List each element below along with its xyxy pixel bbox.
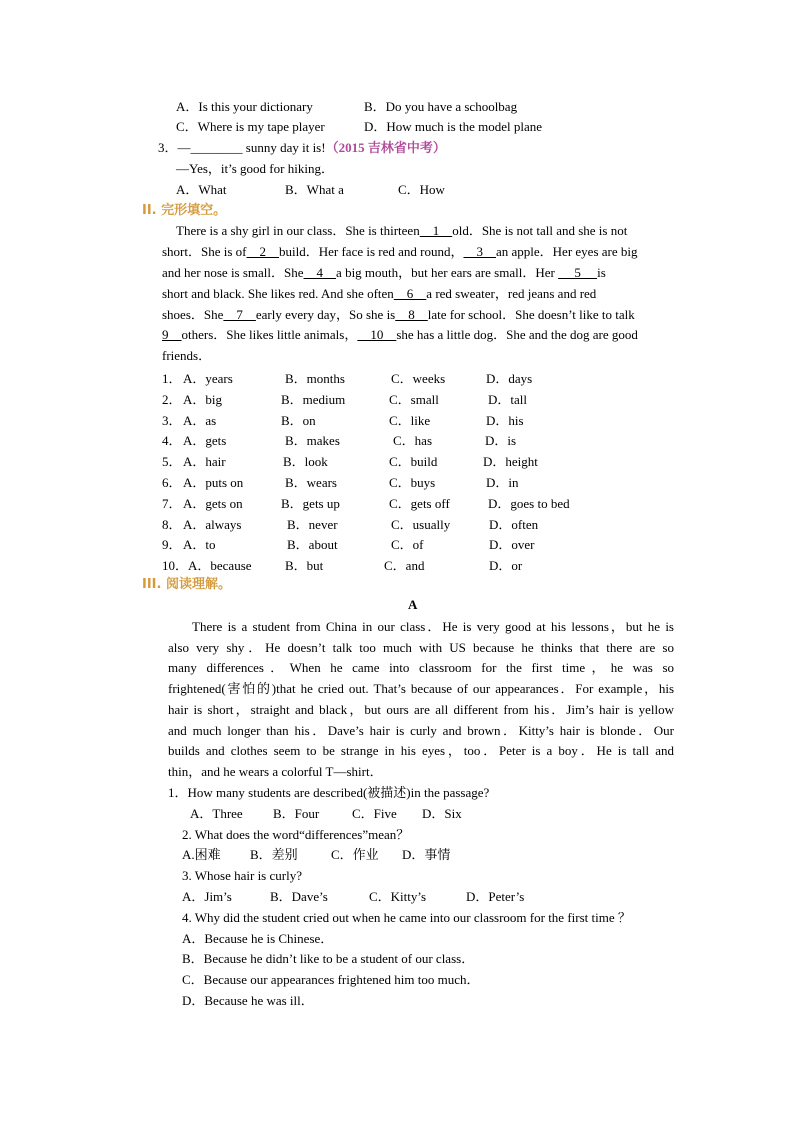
cloze-opt-c: C．small bbox=[389, 392, 439, 407]
passage-a-heading: A bbox=[408, 597, 418, 612]
passage-line: thin，and he wears a colorful T—shirt． bbox=[168, 764, 383, 779]
cloze-opt-d: D．in bbox=[486, 475, 519, 490]
cloze-opt-a: A．years bbox=[183, 371, 233, 386]
cloze-opt-a: A．hair bbox=[183, 454, 226, 469]
cloze-opt-b: B．medium bbox=[281, 392, 346, 407]
cloze-blank-8: 8 bbox=[395, 307, 428, 322]
cloze-text: and her nose is small．She bbox=[162, 265, 304, 280]
cloze-opt-number: 8． bbox=[162, 517, 182, 532]
cloze-opt-a: A．as bbox=[183, 413, 217, 428]
q2-option-b: B．Do you have a schoolbag bbox=[364, 99, 518, 114]
cloze-opt-b: B．about bbox=[287, 537, 338, 552]
cloze-blank-1: 1 bbox=[419, 223, 453, 238]
cloze-opt-number: 1． bbox=[162, 371, 182, 386]
cloze-opt-d: D．often bbox=[489, 517, 539, 532]
cloze-blank-9: 9 bbox=[162, 327, 182, 342]
reading-q3-c: C．Kitty’s bbox=[369, 889, 427, 904]
cloze-opt-b: B．on bbox=[281, 413, 316, 428]
cloze-opt-d: D．over bbox=[489, 537, 535, 552]
cloze-blank-6: 6 bbox=[393, 286, 427, 301]
reading-q4-a: A．Because he is Chinese． bbox=[182, 931, 334, 946]
cloze-text: an apple．Her eyes are big bbox=[496, 244, 638, 259]
cloze-opt-d: D．goes to bed bbox=[488, 496, 570, 511]
reading-q4-c: C．Because our appearances frightened him too much． bbox=[182, 972, 480, 987]
cloze-opt-c: C．build bbox=[389, 454, 438, 469]
reading-q3-b: B．Dave’s bbox=[270, 889, 328, 904]
reading-q2-b: B．差别 bbox=[250, 847, 298, 862]
cloze-opt-a: A．big bbox=[183, 392, 223, 407]
cloze-text: is bbox=[597, 265, 606, 280]
q3-option-a: A．What bbox=[176, 182, 227, 197]
q2-option-c: C．Where is my tape player bbox=[176, 119, 325, 134]
reading-q4-d: D．Because he was ill． bbox=[182, 993, 314, 1008]
section-2-title: II. 完形填空。 bbox=[142, 203, 227, 218]
cloze-opt-d: D．or bbox=[489, 558, 523, 573]
cloze-opt-c: C．and bbox=[384, 558, 425, 573]
cloze-text: build．Her face is red and round， bbox=[279, 244, 464, 259]
cloze-text: shoes．She bbox=[162, 307, 224, 322]
cloze-text: late for school．She doesn’t like to talk bbox=[427, 307, 635, 322]
reading-q1: 1．How many students are described(被描述)in the passage? bbox=[168, 785, 490, 800]
cloze-opt-a: A．gets bbox=[183, 433, 227, 448]
cloze-text: There is a shy girl in our class．She is thirteen bbox=[176, 223, 420, 238]
q3-number: 3．— bbox=[158, 140, 191, 155]
cloze-opt-number: 10． bbox=[162, 558, 189, 573]
reading-q2-d: D．事情 bbox=[402, 847, 451, 862]
cloze-opt-a: A．puts on bbox=[183, 475, 244, 490]
cloze-blank-2: 2 bbox=[246, 244, 280, 259]
passage-line: frightened(害怕的)that he cried out. That’s because of our appearances．For example，his bbox=[168, 681, 674, 696]
passage-line: and much longer than his．Dave’s hair is curly and brown．Kitty’s hair is blonde．Our bbox=[168, 723, 674, 738]
cloze-opt-a: A．to bbox=[183, 537, 216, 552]
cloze-opt-number: 3． bbox=[162, 413, 182, 428]
cloze-text: a big mouth，but her ears are small．Her bbox=[336, 265, 555, 280]
cloze-opt-b: B．never bbox=[287, 517, 338, 532]
cloze-opt-b: B．wears bbox=[285, 475, 337, 490]
cloze-line-4 bbox=[162, 285, 596, 303]
q2-option-d: D．How much is the model plane bbox=[364, 119, 542, 134]
cloze-opt-b: B．look bbox=[283, 454, 328, 469]
reading-q4-b: B．Because he didn’t like to be a student of our class． bbox=[182, 951, 475, 966]
q3-option-c: C．How bbox=[398, 182, 445, 197]
cloze-opt-c: C．gets off bbox=[389, 496, 450, 511]
cloze-opt-c: C．buys bbox=[389, 475, 436, 490]
passage-line: many differences．When he came into classroom for the first time，he was so bbox=[168, 660, 674, 675]
question-3 bbox=[158, 139, 446, 157]
reading-q3-a: A．Jim’s bbox=[182, 889, 232, 904]
cloze-text: early every day，So she is bbox=[255, 307, 396, 322]
cloze-text: others．She likes little animals， bbox=[181, 327, 358, 342]
cloze-opt-c: C．like bbox=[389, 413, 431, 428]
cloze-blank-10: 10 bbox=[357, 327, 397, 342]
cloze-line-1 bbox=[176, 222, 674, 240]
cloze-line-3 bbox=[162, 264, 606, 282]
q3-stem: sunny day it is! bbox=[242, 140, 326, 155]
cloze-text: a red sweater，red jeans and red bbox=[426, 286, 597, 301]
q3-blank: ________ bbox=[190, 140, 243, 155]
cloze-opt-c: C．weeks bbox=[391, 371, 446, 386]
cloze-opt-a: A．gets on bbox=[183, 496, 243, 511]
reading-q3: 3. Whose hair is curly? bbox=[182, 868, 302, 883]
reading-q3-d: D．Peter’s bbox=[466, 889, 525, 904]
cloze-line-2 bbox=[162, 243, 638, 261]
cloze-opt-d: D．height bbox=[483, 454, 538, 469]
cloze-opt-d: D．tall bbox=[488, 392, 527, 407]
cloze-opt-c: C．usually bbox=[391, 517, 451, 532]
cloze-opt-a: A．always bbox=[183, 517, 242, 532]
cloze-opt-d: D．his bbox=[486, 413, 524, 428]
cloze-blank-7: 7 bbox=[223, 307, 256, 322]
cloze-line-7: friends． bbox=[162, 348, 212, 363]
cloze-opt-c: C．of bbox=[391, 537, 424, 552]
cloze-opt-number: 6． bbox=[162, 475, 182, 490]
cloze-opt-number: 5． bbox=[162, 454, 182, 469]
reading-q1-d: D．Six bbox=[422, 806, 462, 821]
cloze-blank-5: 5 bbox=[558, 265, 598, 280]
reading-q1-a: A．Three bbox=[190, 806, 243, 821]
cloze-opt-a: A．because bbox=[188, 558, 252, 573]
cloze-blank-3: 3 bbox=[463, 244, 496, 259]
q2-option-a: A．Is this your dictionary bbox=[176, 99, 313, 114]
q3-reply: —Yes，it’s good for hiking． bbox=[176, 161, 334, 176]
cloze-text: old．She is not tall and she is not bbox=[452, 223, 628, 238]
cloze-opt-number: 4． bbox=[162, 433, 182, 448]
q3-option-b: B．What a bbox=[285, 182, 344, 197]
section-3-title: III. 阅读理解。 bbox=[142, 577, 231, 592]
reading-q2-a: A.困难 bbox=[182, 847, 221, 862]
passage-line: also very shy．He doesn’t talk too much with US because he thinks that there are so bbox=[168, 640, 674, 655]
reading-q4: 4. Why did the student cried out when he came into our classroom for the first time ？ bbox=[182, 910, 631, 925]
cloze-line-5 bbox=[162, 306, 635, 324]
reading-q2: 2. What does the word“differences”mean？ bbox=[182, 827, 410, 842]
cloze-text: short and black. She likes red. And she often bbox=[162, 286, 394, 301]
cloze-opt-d: D．days bbox=[486, 371, 533, 386]
passage-line: builds and clothes seem to be strange in his eyes，too．Peter is a boy．He is tall and bbox=[168, 743, 674, 758]
cloze-opt-d: D．is bbox=[485, 433, 517, 448]
reading-q1-b: B．Four bbox=[273, 806, 320, 821]
cloze-line-6 bbox=[162, 326, 638, 344]
cloze-opt-number: 7． bbox=[162, 496, 182, 511]
cloze-text: short．She is of bbox=[162, 244, 247, 259]
cloze-opt-number: 2． bbox=[162, 392, 182, 407]
cloze-opt-c: C．has bbox=[393, 433, 433, 448]
cloze-opt-b: B．makes bbox=[285, 433, 340, 448]
passage-line: There is a student from China in our class．He is very good at his lessons，but he is bbox=[192, 619, 674, 634]
cloze-text: she has a little dog．She and the dog are good bbox=[396, 327, 638, 342]
reading-q1-c: C．Five bbox=[352, 806, 397, 821]
cloze-blank-4: 4 bbox=[303, 265, 337, 280]
cloze-opt-number: 9． bbox=[162, 537, 182, 552]
passage-line: hair is short，straight and black，but ours are all different from his．Jim’s hair is yellow bbox=[168, 702, 674, 717]
cloze-opt-b: B．months bbox=[285, 371, 345, 386]
q3-source: （2015 吉林省中考） bbox=[325, 140, 446, 155]
cloze-opt-b: B．gets up bbox=[281, 496, 340, 511]
cloze-opt-b: B．but bbox=[285, 558, 324, 573]
reading-q2-c: C．作业 bbox=[331, 847, 379, 862]
